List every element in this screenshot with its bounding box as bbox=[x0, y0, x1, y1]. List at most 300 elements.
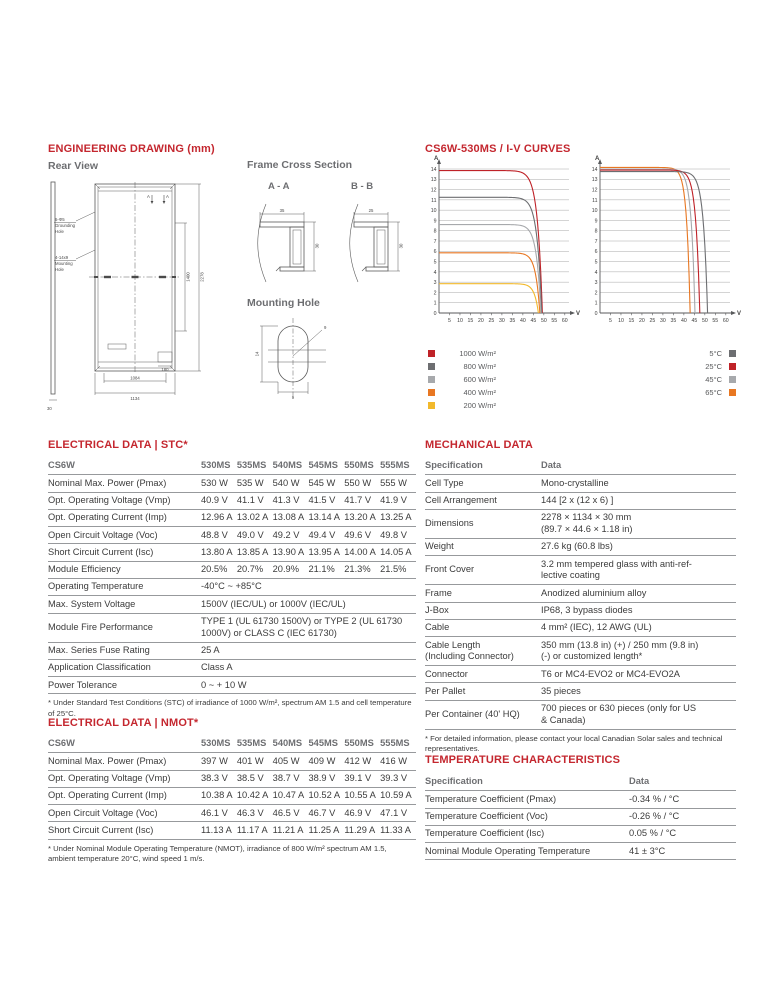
x-tick-label: 20 bbox=[478, 318, 484, 324]
iv-curve-200-W-m2 bbox=[439, 284, 538, 313]
legend-item bbox=[648, 373, 736, 386]
value-cell: Mono-crystalline bbox=[541, 475, 736, 492]
iv-curve-5C bbox=[600, 172, 708, 313]
y-tick-label: 12 bbox=[430, 187, 437, 194]
table-row bbox=[425, 538, 736, 555]
x-tick-label: 55 bbox=[551, 318, 558, 324]
value-cell: 11.29 A bbox=[344, 822, 380, 839]
table-row bbox=[48, 544, 416, 561]
table-row bbox=[425, 808, 736, 825]
data-table bbox=[48, 458, 416, 694]
legend-label: 45°C bbox=[705, 375, 722, 384]
x-tick-label: 15 bbox=[628, 318, 635, 324]
value-cell: 535 W bbox=[237, 475, 273, 492]
iv-charts bbox=[423, 156, 742, 335]
nmot-footnote: * Under Nominal Module Operating Temperature (NMOT), irradiance of 800 W/m² spectrum AM 1.5, ambient temperature 20°C, wind speed 1 m/s. bbox=[48, 843, 387, 864]
temperature-table-container bbox=[425, 774, 736, 860]
value-cell: 405 W bbox=[273, 753, 309, 770]
row-label bbox=[425, 637, 541, 666]
dim-aa-height: 30 bbox=[314, 243, 320, 249]
x-axis-label: V bbox=[737, 311, 742, 317]
table-row bbox=[48, 659, 416, 676]
column-header: 550MS bbox=[344, 736, 380, 753]
y-tick-label: 13 bbox=[591, 177, 598, 184]
cell-line: (-) or customized length* bbox=[541, 651, 643, 662]
row-label: Cell Arrangement bbox=[425, 492, 541, 509]
data-table bbox=[48, 736, 416, 840]
legend-item bbox=[428, 360, 496, 373]
y-tick-label: 3 bbox=[433, 280, 437, 287]
table-row bbox=[48, 677, 416, 694]
table-row bbox=[48, 492, 416, 509]
value-cell: 39.3 V bbox=[380, 770, 416, 787]
cross-section-aa-drawing bbox=[250, 196, 326, 290]
value-cell: -0.26 % / °C bbox=[629, 808, 736, 825]
value-cell: 46.5 V bbox=[273, 805, 309, 822]
y-tick-label: 0 bbox=[433, 310, 437, 317]
value-cell: 10.59 A bbox=[380, 787, 416, 804]
value-cell: IP68, 3 bypass diodes bbox=[541, 602, 736, 619]
x-axis-label: V bbox=[576, 311, 581, 317]
dim-module-length: 2278 bbox=[199, 272, 205, 282]
dim-hole-width: 9 bbox=[291, 395, 295, 400]
x-tick-label: 30 bbox=[660, 318, 666, 324]
row-label: Nominal Module Operating Temperature bbox=[425, 843, 629, 860]
table-row bbox=[48, 475, 416, 492]
grounding-hole-dim: 6-Φ5 bbox=[55, 217, 65, 222]
y-tick-label: 14 bbox=[591, 166, 598, 173]
row-label: J-Box bbox=[425, 602, 541, 619]
y-tick-label: 6 bbox=[594, 249, 598, 256]
row-label: Short Circuit Current (Isc) bbox=[48, 822, 201, 839]
rear-view-label: Rear View bbox=[48, 160, 99, 172]
value-cell: 13.90 A bbox=[273, 544, 309, 561]
aa-profile bbox=[258, 204, 304, 282]
table-row bbox=[48, 561, 416, 578]
value-cell: 39.1 V bbox=[344, 770, 380, 787]
value-cell: 545 W bbox=[308, 475, 344, 492]
value-cell: 49.2 V bbox=[273, 527, 309, 544]
x-tick-label: 20 bbox=[639, 318, 645, 324]
stc-footnote: * Under Standard Test Conditions (STC) of irradiance of 1000 W/m², spectrum AM 1.5 and cell temperature of 25°C. bbox=[48, 698, 412, 718]
irradiance-legend bbox=[428, 347, 496, 412]
table-row bbox=[48, 805, 416, 822]
y-tick-label: 14 bbox=[430, 166, 437, 173]
table-row bbox=[425, 666, 736, 683]
value-cell: 21.1% bbox=[308, 561, 344, 578]
value-cell: 41.7 V bbox=[344, 492, 380, 509]
mounting-slots bbox=[94, 276, 176, 278]
legend-item bbox=[648, 347, 736, 360]
value-cell: 20.7% bbox=[237, 561, 273, 578]
x-tick-label: 5 bbox=[609, 318, 612, 324]
iv-curve-600-W-m2 bbox=[439, 225, 541, 313]
row-label: Temperature Coefficient (Pmax) bbox=[425, 791, 629, 808]
column-header: 540MS bbox=[273, 736, 309, 753]
row-label: Short Circuit Current (Isc) bbox=[48, 544, 201, 561]
legend-swatch-icon bbox=[428, 376, 435, 383]
value-cell: 530 W bbox=[201, 475, 237, 492]
x-tick-label: 30 bbox=[499, 318, 505, 324]
engineering-drawing-section bbox=[48, 143, 418, 172]
value-cell: 11.33 A bbox=[380, 822, 416, 839]
iv-chart-irradiance bbox=[423, 156, 581, 335]
value-cell: 13.20 A bbox=[344, 509, 380, 526]
iv-curve-400-W-m2 bbox=[439, 253, 540, 313]
value-cell: 46.1 V bbox=[201, 805, 237, 822]
legend-swatch-icon bbox=[729, 376, 736, 383]
value-cell: 49.0 V bbox=[237, 527, 273, 544]
iv-curve-25C bbox=[600, 170, 700, 313]
value-cell: 46.3 V bbox=[237, 805, 273, 822]
legend-swatch-icon bbox=[428, 402, 435, 409]
legend-label: 200 W/m² bbox=[463, 401, 496, 410]
value-cell: 41.5 V bbox=[308, 492, 344, 509]
table-row bbox=[425, 843, 736, 860]
value-cell: 38.7 V bbox=[273, 770, 309, 787]
table-row bbox=[425, 602, 736, 619]
value-cell: 10.38 A bbox=[201, 787, 237, 804]
table-row bbox=[48, 642, 416, 659]
value-cell: 38.3 V bbox=[201, 770, 237, 787]
x-axis-arrow-icon bbox=[570, 311, 575, 315]
legend-item bbox=[648, 360, 736, 373]
value-cell: 11.21 A bbox=[273, 822, 309, 839]
row-label: Operating Temperature bbox=[48, 578, 201, 595]
stc-title: ELECTRICAL DATA | STC* bbox=[48, 439, 188, 451]
x-tick-label: 45 bbox=[530, 318, 537, 324]
x-tick-label: 15 bbox=[467, 318, 474, 324]
value-cell: -0.34 % / °C bbox=[629, 791, 736, 808]
column-header: CS6W bbox=[48, 736, 201, 753]
column-header: 545MS bbox=[308, 458, 344, 475]
dim-frame-thickness: 30 bbox=[47, 406, 52, 411]
value-cell: 397 W bbox=[201, 753, 237, 770]
dim-bb-flange: 25 bbox=[368, 208, 374, 213]
value-cell: 20.9% bbox=[273, 561, 309, 578]
value-cell: 11.17 A bbox=[237, 822, 273, 839]
x-tick-label: 25 bbox=[649, 318, 656, 324]
table-row bbox=[48, 509, 416, 526]
row-label: Open Circuit Voltage (Voc) bbox=[48, 805, 201, 822]
column-header: Data bbox=[541, 458, 736, 475]
y-tick-label: 12 bbox=[591, 187, 598, 194]
value-cell: 13.08 A bbox=[273, 509, 309, 526]
table-row bbox=[425, 556, 736, 585]
table-row bbox=[48, 753, 416, 770]
legend-label: 25°C bbox=[705, 362, 722, 371]
section-aa-label: A - A bbox=[268, 181, 290, 192]
value-cell: 13.85 A bbox=[237, 544, 273, 561]
value-cell: 1500V (IEC/UL) or 1000V (IEC/UL) bbox=[201, 596, 416, 613]
row-label: Application Classification bbox=[48, 659, 201, 676]
y-tick-label: 10 bbox=[591, 208, 598, 215]
dim-hole-length: 14 bbox=[254, 351, 260, 357]
value-cell: 10.55 A bbox=[344, 787, 380, 804]
cell-line: (Including Connector) bbox=[425, 651, 514, 662]
aa-dim-lines bbox=[260, 212, 316, 271]
row-label: Per Container (40' HQ) bbox=[425, 700, 541, 729]
row-label: Opt. Operating Voltage (Vmp) bbox=[48, 492, 201, 509]
legend-item bbox=[428, 373, 496, 386]
legend-label: 1000 W/m² bbox=[459, 349, 496, 358]
column-header: 555MS bbox=[380, 458, 416, 475]
table-row bbox=[48, 822, 416, 839]
row-label: Weight bbox=[425, 538, 541, 555]
row-label: Connector bbox=[425, 666, 541, 683]
row-label: Front Cover bbox=[425, 556, 541, 585]
iv-curves-title: CS6W-530MS / I-V CURVES bbox=[425, 143, 571, 155]
value-cell: 25 A bbox=[201, 642, 416, 659]
y-tick-label: 1 bbox=[433, 300, 437, 307]
nmot-table-container bbox=[48, 736, 416, 840]
value-cell: 409 W bbox=[308, 753, 344, 770]
value-cell: 27.6 kg (60.8 lbs) bbox=[541, 538, 736, 555]
x-tick-label: 55 bbox=[712, 318, 719, 324]
x-tick-label: 40 bbox=[680, 318, 687, 324]
data-table bbox=[425, 458, 736, 730]
value-cell: 11.13 A bbox=[201, 822, 237, 839]
cross-section-bb-drawing bbox=[334, 196, 410, 290]
legend-item bbox=[428, 386, 496, 399]
row-label: Cell Type bbox=[425, 475, 541, 492]
value-cell: 41.9 V bbox=[380, 492, 416, 509]
mechanical-table-container bbox=[425, 458, 736, 730]
y-tick-label: 11 bbox=[592, 197, 598, 204]
rear-view-drawing bbox=[44, 174, 244, 424]
value-cell bbox=[201, 613, 416, 642]
value-cell: 550 W bbox=[344, 475, 380, 492]
row-label: Frame bbox=[425, 585, 541, 602]
y-tick-label: 7 bbox=[433, 238, 437, 245]
value-cell: 416 W bbox=[380, 753, 416, 770]
value-cell: 13.95 A bbox=[308, 544, 344, 561]
row-label: Per Pallet bbox=[425, 683, 541, 700]
x-axis-arrow-icon bbox=[731, 311, 736, 315]
y-tick-label: 6 bbox=[433, 249, 437, 256]
dim-module-width: 1134 bbox=[130, 396, 140, 401]
legend-swatch-icon bbox=[729, 350, 736, 357]
cell-line: (89.7 × 44.6 × 1.18 in) bbox=[541, 524, 633, 535]
side-profile bbox=[49, 182, 57, 400]
y-tick-label: 8 bbox=[433, 228, 437, 235]
value-cell: T6 or MC4-EVO2 or MC4-EVO2A bbox=[541, 666, 736, 683]
table-row bbox=[48, 578, 416, 595]
table-row bbox=[425, 683, 736, 700]
electrical-stc-section bbox=[48, 439, 416, 719]
section-bb-label: B - B bbox=[351, 181, 374, 192]
column-header: 540MS bbox=[273, 458, 309, 475]
row-label: Opt. Operating Current (Imp) bbox=[48, 787, 201, 804]
value-cell: Anodized aluminium alloy bbox=[541, 585, 736, 602]
legend-item bbox=[648, 386, 736, 399]
legend-swatch-icon bbox=[428, 363, 435, 370]
y-tick-label: 11 bbox=[431, 197, 437, 204]
header-row bbox=[425, 774, 736, 791]
mounting-hole-word1: Mounting bbox=[55, 261, 73, 266]
table-row bbox=[425, 637, 736, 666]
table-row bbox=[425, 791, 736, 808]
table-row bbox=[425, 475, 736, 492]
value-cell: 10.42 A bbox=[237, 787, 273, 804]
cell-line: lective coating bbox=[541, 570, 600, 581]
legend-label: 400 W/m² bbox=[463, 388, 496, 397]
column-header: CS6W bbox=[48, 458, 201, 475]
engineering-title: ENGINEERING DRAWING (mm) bbox=[48, 143, 215, 155]
column-header: 535MS bbox=[237, 458, 273, 475]
legend-label: 65°C bbox=[705, 388, 722, 397]
x-tick-label: 50 bbox=[701, 318, 708, 324]
y-tick-label: 13 bbox=[430, 177, 437, 184]
value-cell: 46.7 V bbox=[308, 805, 344, 822]
value-cell: 48.8 V bbox=[201, 527, 237, 544]
legend-label: 600 W/m² bbox=[463, 375, 496, 384]
value-cell: 41 ± 3°C bbox=[629, 843, 736, 860]
column-header: 555MS bbox=[380, 736, 416, 753]
mounting-hole-dim-lines bbox=[260, 326, 322, 394]
row-label: Temperature Coefficient (Voc) bbox=[425, 808, 629, 825]
section-mark-a2: A bbox=[166, 194, 169, 199]
row-label: Opt. Operating Current (Imp) bbox=[48, 509, 201, 526]
column-header: 530MS bbox=[201, 458, 237, 475]
value-cell: 49.4 V bbox=[308, 527, 344, 544]
x-tick-label: 40 bbox=[519, 318, 526, 324]
table-row bbox=[425, 492, 736, 509]
value-cell bbox=[541, 556, 736, 585]
cell-line: Cable Length bbox=[425, 639, 481, 650]
nmot-title: ELECTRICAL DATA | NMOT* bbox=[48, 717, 199, 729]
header-row bbox=[425, 458, 736, 475]
temperature-legend bbox=[648, 347, 736, 399]
row-label: Max. System Voltage bbox=[48, 596, 201, 613]
cell-line: 2278 × 1134 × 30 mm bbox=[541, 512, 632, 523]
y-tick-label: 4 bbox=[594, 269, 598, 276]
grounding-hole-word1: Grounding bbox=[55, 223, 76, 228]
mounting-hole-dim: 4-14x9 bbox=[55, 255, 69, 260]
temperature-characteristics-section bbox=[425, 754, 736, 860]
row-label: Module Efficiency bbox=[48, 561, 201, 578]
mechanical-data-section bbox=[425, 439, 736, 755]
dim-jbox-offset: 180 bbox=[161, 367, 169, 372]
y-tick-label: 3 bbox=[594, 280, 598, 287]
iv-chart-temperature bbox=[584, 156, 742, 335]
y-tick-label: 4 bbox=[433, 269, 437, 276]
table-row bbox=[425, 619, 736, 636]
cell-line: 1000V) or CLASS C (IEC 61730) bbox=[201, 627, 337, 638]
x-tick-label: 60 bbox=[561, 318, 568, 324]
x-tick-label: 45 bbox=[691, 318, 698, 324]
dim-mounting-span-length: 1400 bbox=[185, 272, 191, 282]
column-header: Data bbox=[629, 774, 736, 791]
x-tick-label: 50 bbox=[540, 318, 547, 324]
mounting-hole-centerlines bbox=[268, 318, 326, 396]
value-cell: 35 pieces bbox=[541, 683, 736, 700]
table-row bbox=[48, 527, 416, 544]
value-cell: 41.1 V bbox=[237, 492, 273, 509]
iv-curve-1000-W-m2 bbox=[439, 171, 542, 313]
stc-table-container bbox=[48, 458, 416, 694]
y-tick-label: 2 bbox=[594, 290, 598, 297]
x-tick-label: 5 bbox=[448, 318, 451, 324]
table-row bbox=[425, 509, 736, 538]
mechanical-title: MECHANICAL DATA bbox=[425, 439, 533, 451]
iv-curve-65C bbox=[600, 167, 690, 313]
value-cell: 13.80 A bbox=[201, 544, 237, 561]
y-tick-label: 0 bbox=[594, 310, 598, 317]
y-tick-label: 9 bbox=[433, 218, 437, 225]
value-cell: 38.5 V bbox=[237, 770, 273, 787]
column-header: 535MS bbox=[237, 736, 273, 753]
mounting-hole-word2: Hole bbox=[55, 267, 64, 272]
table-row bbox=[425, 825, 736, 842]
column-header: Specification bbox=[425, 458, 541, 475]
mounting-hole-drawing bbox=[248, 312, 348, 406]
value-cell: 11.25 A bbox=[308, 822, 344, 839]
column-header: 550MS bbox=[344, 458, 380, 475]
data-table bbox=[425, 774, 736, 860]
y-tick-label: 5 bbox=[594, 259, 598, 266]
value-cell: Class A bbox=[201, 659, 416, 676]
value-cell: 0 ~ + 10 W bbox=[201, 677, 416, 694]
header-row bbox=[48, 736, 416, 753]
value-cell: 49.8 V bbox=[380, 527, 416, 544]
value-cell: 555 W bbox=[380, 475, 416, 492]
dim-aa-flange: 35 bbox=[279, 208, 285, 213]
cell-line: 350 mm (13.8 in) (+) / 250 mm (9.8 in) bbox=[541, 639, 699, 650]
value-cell: -40°C ~ +85°C bbox=[201, 578, 416, 595]
value-cell bbox=[541, 637, 736, 666]
frame-cross-section-label: Frame Cross Section bbox=[247, 159, 353, 171]
cell-line: 3.2 mm tempered glass with anti-ref- bbox=[541, 558, 692, 569]
row-label: Temperature Coefficient (Isc) bbox=[425, 825, 629, 842]
value-cell: 13.14 A bbox=[308, 509, 344, 526]
dim-mounting-span-width: 1084 bbox=[130, 375, 140, 381]
mechanical-footnote: * For detailed information, please contact your local Canadian Solar sales and technical representatives. bbox=[425, 733, 723, 754]
table-row bbox=[48, 770, 416, 787]
value-cell: 540 W bbox=[273, 475, 309, 492]
y-tick-label: 8 bbox=[594, 228, 598, 235]
x-tick-label: 35 bbox=[509, 318, 516, 324]
x-tick-label: 60 bbox=[722, 318, 729, 324]
row-label: Open Circuit Voltage (Voc) bbox=[48, 527, 201, 544]
row-label: Module Fire Performance bbox=[48, 613, 201, 642]
value-cell: 40.9 V bbox=[201, 492, 237, 509]
table-row bbox=[425, 585, 736, 602]
header-row bbox=[48, 458, 416, 475]
bb-profile bbox=[350, 204, 388, 282]
value-cell: 10.47 A bbox=[273, 787, 309, 804]
value-cell: 0.05 % / °C bbox=[629, 825, 736, 842]
legend-swatch-icon bbox=[729, 363, 736, 370]
value-cell: 412 W bbox=[344, 753, 380, 770]
y-tick-label: 5 bbox=[433, 259, 437, 266]
value-cell: 401 W bbox=[237, 753, 273, 770]
iv-curves-section bbox=[425, 143, 737, 155]
value-cell: 13.25 A bbox=[380, 509, 416, 526]
y-tick-label: 10 bbox=[430, 208, 437, 215]
value-cell: 12.96 A bbox=[201, 509, 237, 526]
row-label: Cable bbox=[425, 619, 541, 636]
y-axis-label: A bbox=[434, 156, 439, 162]
row-label: Opt. Operating Voltage (Vmp) bbox=[48, 770, 201, 787]
y-tick-label: 1 bbox=[594, 300, 598, 307]
value-cell: 14.05 A bbox=[380, 544, 416, 561]
x-tick-label: 10 bbox=[618, 318, 624, 324]
table-row bbox=[48, 613, 416, 642]
legend-item bbox=[428, 347, 496, 360]
value-cell: 13.02 A bbox=[237, 509, 273, 526]
dim-bb-height: 30 bbox=[398, 243, 404, 249]
